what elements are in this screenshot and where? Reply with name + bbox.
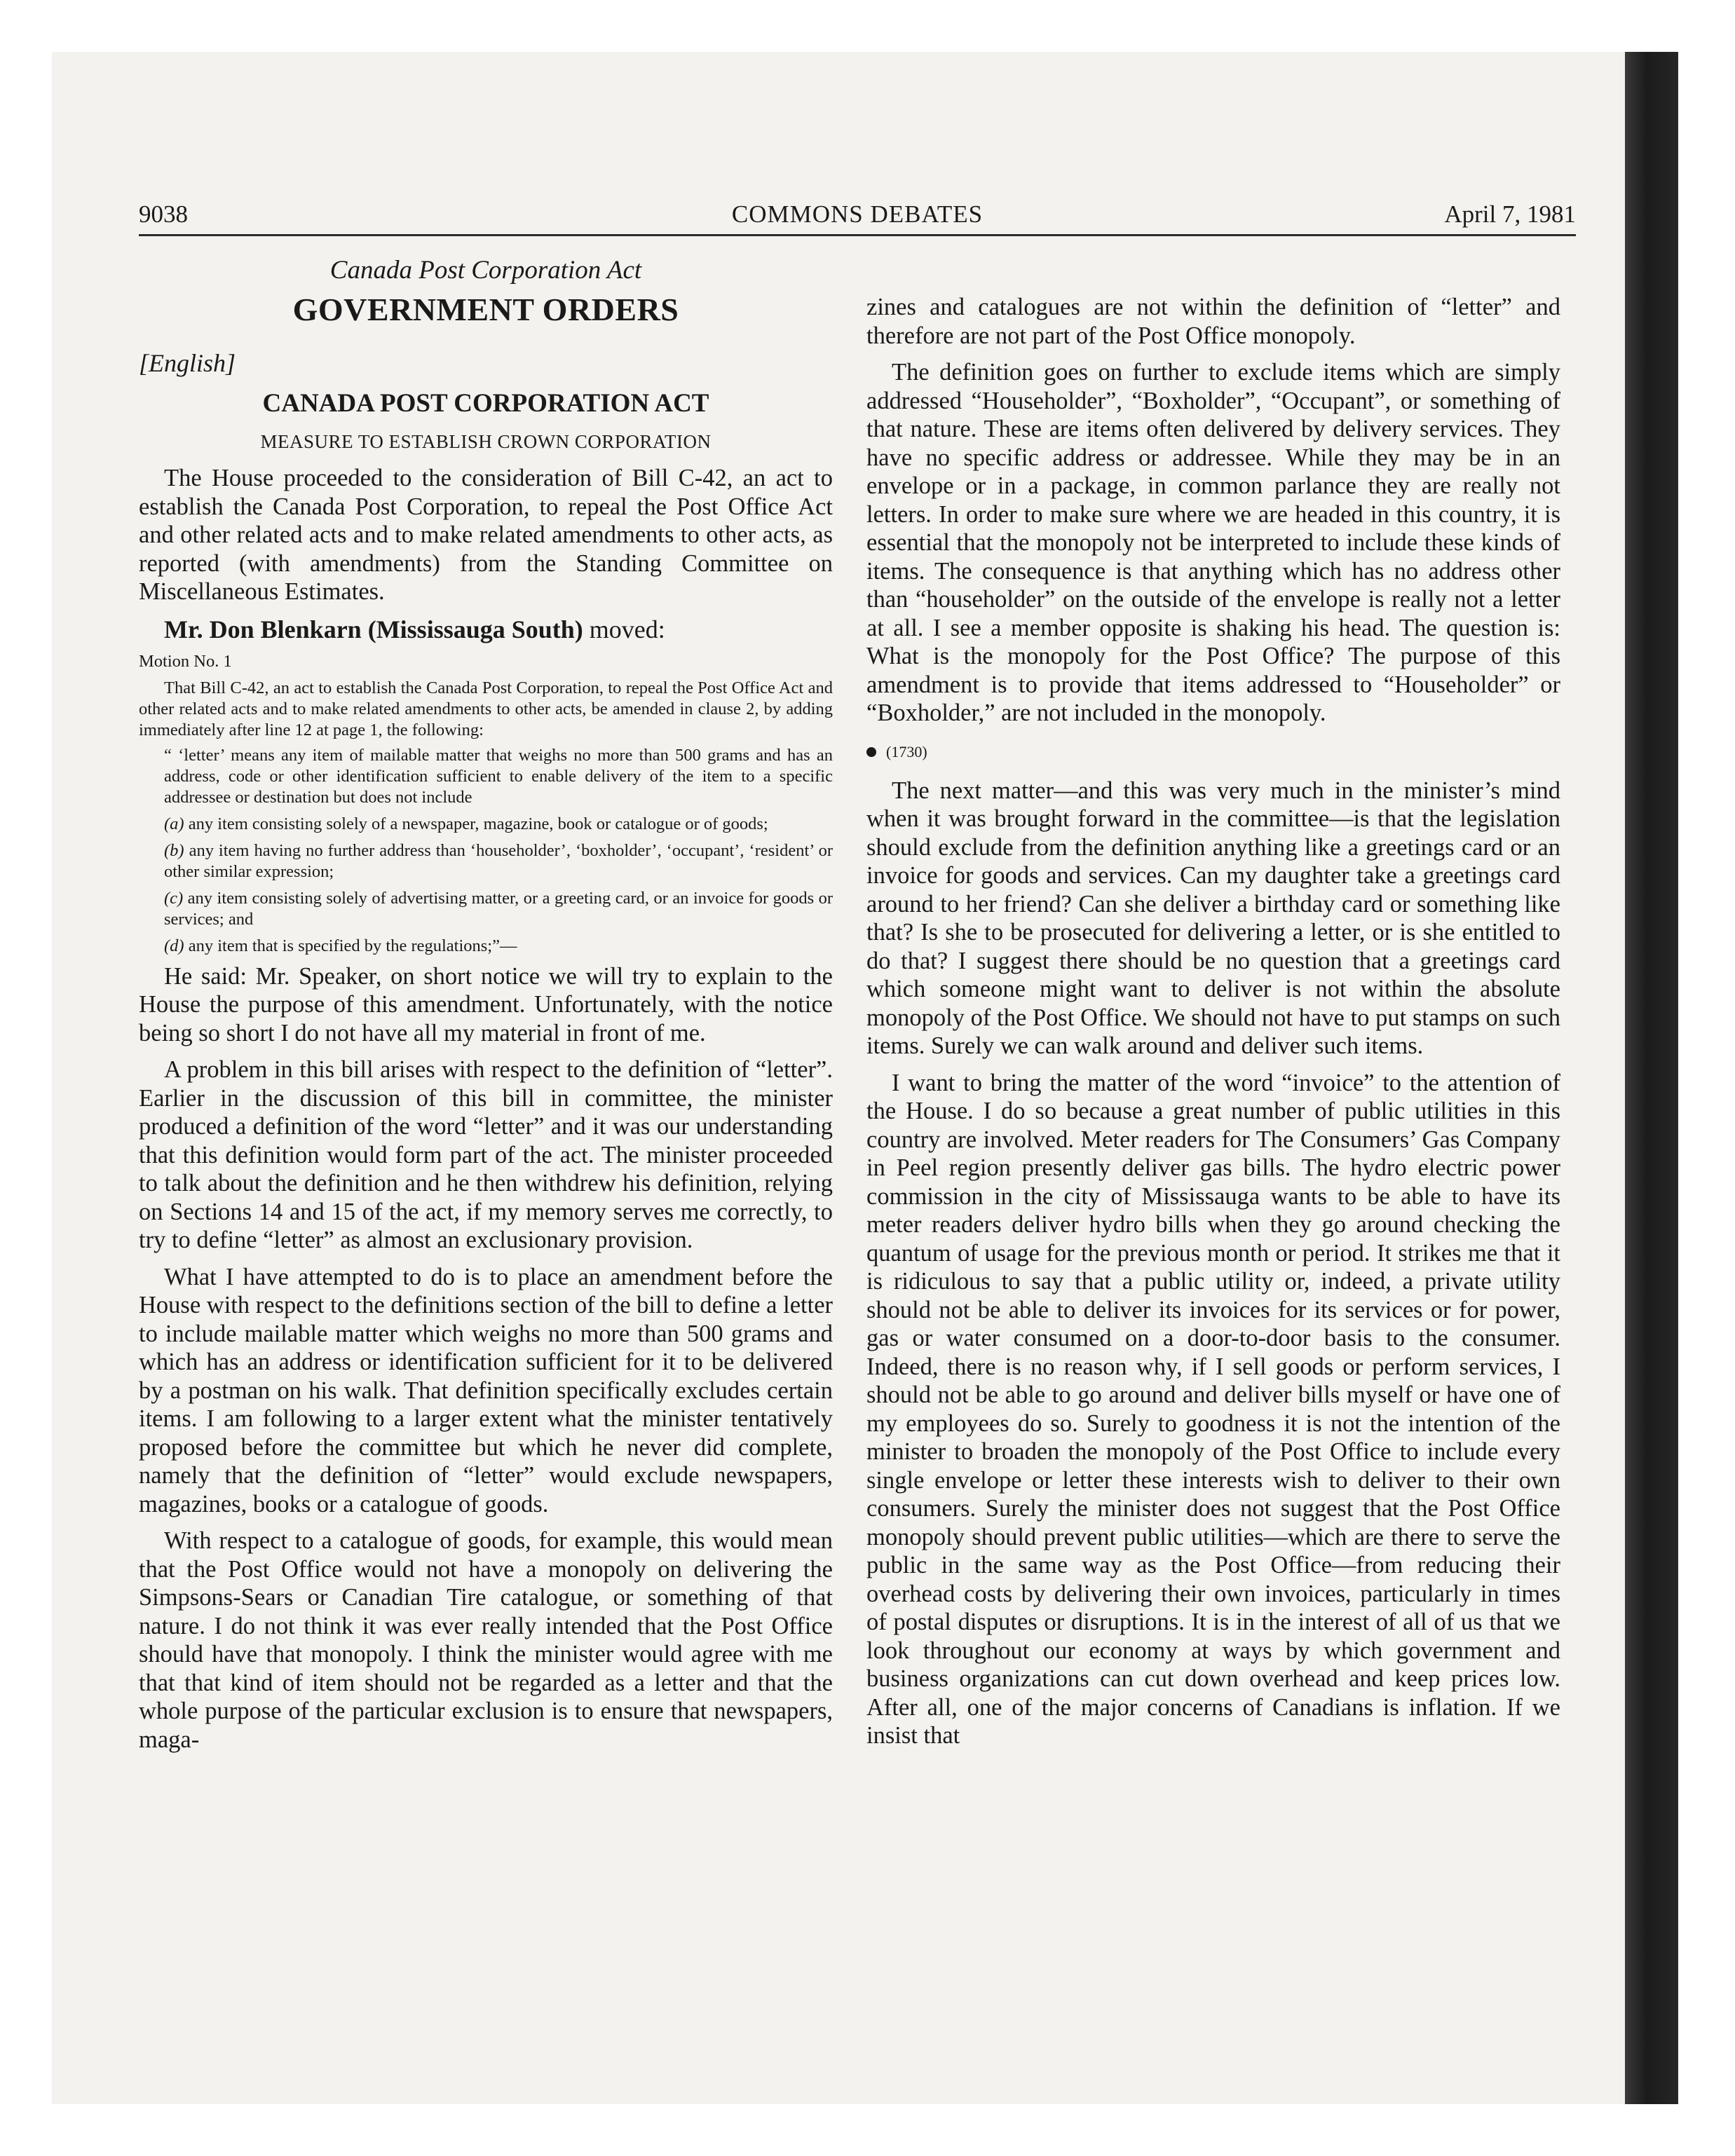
- time-stamp: (1730): [886, 742, 927, 760]
- book-spine-shadow: [1625, 52, 1678, 2104]
- paragraph: He said: Mr. Speaker, on short notice we will try to explain to the House the purpose of this amendment. Unfortunately, with the notice being so short I do not have all my material in front of me.: [139, 962, 833, 1046]
- paragraph: I want to bring the matter of the word “invoice” to the attention of the House. I do so because a great number of public utilities in this country are involved. Meter readers for The Consumers’ Gas Company in Peel region presently deliver gas bills. The hydro electric power commission in the city of Mississauga wants to be able to have its meter readers deliver hydro bills when they go around checking the quantum of usage for the previous month or period. It strikes me that it is ridiculous to say that a public utility or, indeed, a private utility should not be able to deliver its invoices for its services or for power, gas or water consumed on a door-to-door basis to the consumer. Indeed, there is no reason why, if I sell goods or perform services, I should not be able to go around and deliver bills myself or have one of my employees do so. Surely to goodness it is not the intention of the minister to broaden the monopoly of the Post Office to include every single envelope or letter these interests wish to deliver to their own consumers. Surely the minister does not suggest that the Post Office monopoly should prevent public utilities—which are there to serve the public in the same way as the Post Office—from reducing their overhead costs by delivering their own invoices, particularly in times of postal disputes or disruptions. It is in the interest of all of us that we look throughout our economy at ways by which government and business organizations can cut down overhead and keep prices low. After all, one of the major concerns of Canadians is inflation. If we insist that: [866, 1069, 1560, 1749]
- page-date: April 7, 1981: [1444, 200, 1576, 228]
- bullet-dot-icon: [866, 747, 876, 757]
- act-title: Canada Post Corporation Act: [329, 256, 642, 285]
- right-column: [866, 293, 1560, 1759]
- paragraph: The next matter—and this was very much in the minister’s mind when it was brought forward in the committee—is that the legislation should exclude from the definition anything like a greetings card or an invoice for goods and services. Can my daughter take a greetings card around to her friend? Can she deliver a birthday card or something like that? Is she to be prosecuted for delivering a letter, or is she entitled to do that? I suggest there should be no question that a greetings card which someone might want to deliver is not within the absolute monopoly of the Post Office. We should not have to put stamps on such items. Surely we can walk around and deliver such items.: [866, 777, 1560, 1059]
- quote-definition: “ ‘letter’ means any item of mailable matter that weighs no more than 500 grams and has an address, code or other identification sufficient to enable delivery of the item to a specific addressee or destination but does not include: [164, 745, 833, 807]
- paragraph: What I have attempted to do is to place an amendment before the House with respect to the definitions section of the bill to define a letter to include mailable matter which weighs no more than 500 grams and which has an address or identification sufficient for it to be delivered by a postman on his walk. That definition specifically excludes certain items. I am following to a larger extent what the minister tentatively proposed before the committee but which he never did complete, namely that the definition of “letter” would exclude newspapers, magazines, books or a catalogue of goods.: [139, 1263, 833, 1517]
- page-number: 9038: [139, 200, 188, 228]
- motion-text: That Bill C-42, an act to establish the Canada Post Corporation, to repeal the Post Office Act and other related acts and to make related amendments to other acts, be amended in clause 2, by adding immediately after line 12 at page 1, the following:: [139, 678, 833, 739]
- mover-name: Mr. Don Blenkarn (Mississauga South): [164, 615, 583, 643]
- quote-item-c: (c) any item consisting solely of advertising matter, or a greeting card, or an invoice for goods or services; and: [164, 888, 833, 929]
- left-column: [139, 252, 833, 1762]
- section-title: GOVERNMENT ORDERS: [292, 292, 679, 327]
- time-marker: [866, 742, 1560, 763]
- publication-title: COMMONS DEBATES: [731, 200, 984, 228]
- bill-title: CANADA POST CORPORATION ACT: [262, 389, 709, 418]
- header-rule: [139, 234, 1576, 236]
- motion-block: [139, 651, 833, 957]
- quote-item-a: (a) any item consisting solely of a newspaper, magazine, book or catalogue or of goods;: [164, 814, 768, 833]
- amendment-quote: [139, 745, 833, 957]
- paragraph: The definition goes on further to exclude items which are simply addressed “Householder”, “Boxholder”, “Occupant”, or something of that nature. These are items often delivered by delivery services. They have no specific address or addressee. While they may be in an envelope or in a package, in common parlance they are really not letters. In order to make sure where we are headed in this country, it is essential that the monopoly not be interpreted to include these kinds of items. The consequence is that anything which has no address other than “householder” on the outside of the envelope is really not a letter at all. I see a member opposite is shaking his head. The question is: What is the monopoly for the Post Office? The purpose of this amendment is to provide that items addressed to “Householder” or “Boxholder,” are not included in the monopoly.: [866, 359, 1560, 726]
- language-marker: [English]: [139, 349, 236, 377]
- quote-item-d: (d) any item that is specified by the regulations;”—: [164, 936, 517, 955]
- motion-number: Motion No. 1: [139, 651, 232, 671]
- mover-verb: moved:: [583, 615, 665, 643]
- paragraph: With respect to a catalogue of goods, for example, this would mean that the Post Office would not have a monopoly on delivering the Simpsons-Sears or Canadian Tire catalogue, or something of that nature. I do not think it was ever really intended that the Post Office should have that monopoly. I think the minister would agree with me that that kind of item should not be regarded as a letter and that the whole purpose of the particular exclusion is to ensure that newspapers, maga-: [139, 1527, 833, 1753]
- measure-subtitle: MEASURE TO ESTABLISH CROWN CORPORATION: [260, 431, 712, 452]
- quote-item-b: (b) any item having no further address than ‘householder’, ‘boxholder’, ‘occupant’, ‘resident’ or other similar expression;: [164, 840, 833, 881]
- mover-line: [139, 615, 833, 644]
- paragraph: A problem in this bill arises with respect to the definition of “letter”. Earlier in the discussion of this bill in committee, the minister produced a definition of the word “letter” and it was our understanding that this definition would form part of the act. The minister proceeded to talk about the definition and he then withdrew his definition, relying on Sections 14 and 15 of the act, if my memory serves me correctly, to try to define “letter” as almost an exclusionary provision.: [139, 1056, 833, 1253]
- paragraph-continued: zines and catalogues are not within the definition of “letter” and therefore are not part of the Post Office monopoly.: [866, 294, 1560, 349]
- intro-paragraph: The House proceeded to the consideration of Bill C-42, an act to establish the Canada Post Corporation, to repeal the Post Office Act and other related acts and to make related amendments to other acts, as reported (with amendments) from the Standing Committee on Miscellaneous Estimates.: [139, 465, 833, 605]
- running-header: [139, 200, 1576, 236]
